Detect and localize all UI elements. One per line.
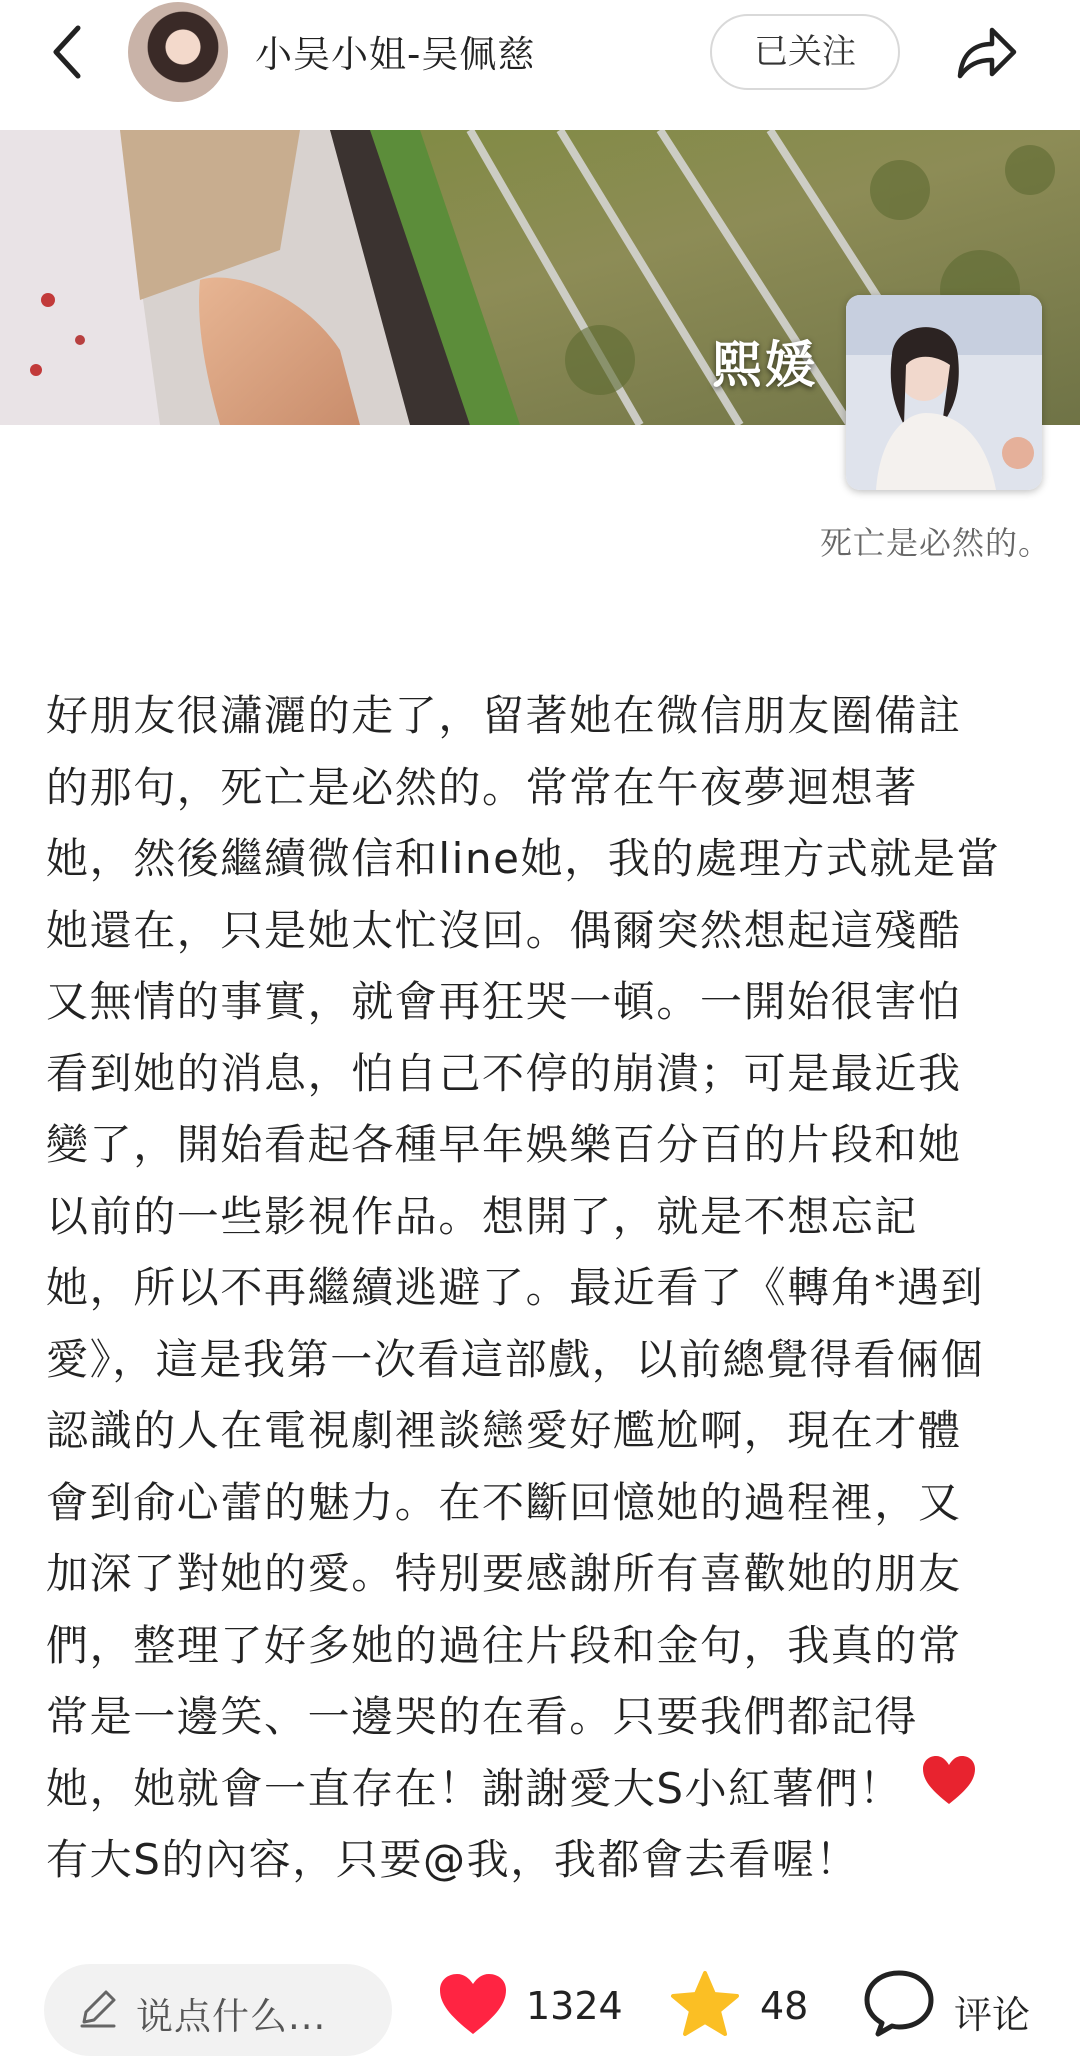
share-icon (950, 20, 1020, 86)
post-text-segment: 她，她就會一直存在！謝謝愛大S小紅薯們！ (46, 1763, 903, 1813)
chevron-left-icon (40, 22, 100, 82)
post-text-line: 愛》，這是我第一次看這部戲，以前總覺得看倆個 (46, 1334, 985, 1384)
heart-icon (438, 1972, 508, 2036)
post-content (46, 680, 1046, 1896)
post-text-line: 她還在，只是她太忙沒回。偶爾突然想起這殘酷 (46, 905, 962, 955)
follow-button[interactable]: 已关注 (710, 14, 900, 90)
post-text-line: 的那句，死亡是必然的。常常在午夜夢迴想著 (46, 762, 919, 812)
like-count: 1324 (526, 1984, 623, 2028)
pencil-icon (76, 1986, 120, 2030)
portrait-image (846, 295, 1042, 490)
comment-label: 评论 (954, 1993, 1031, 2037)
post-text-line: 變了，開始看起各種早年娛樂百分百的片段和她 (46, 1120, 962, 1169)
portrait-thumbnail (846, 295, 1042, 490)
share-button[interactable] (950, 20, 1020, 86)
banner-quote-text: 死亡是必然的。 (820, 524, 1052, 562)
comment-input[interactable] (44, 1964, 392, 2056)
post-text-line: 以前的一些影視作品。想開了，就是不想忘記 (46, 1191, 919, 1241)
post-text-line: 會到俞心蕾的魅力。在不斷回憶她的過程裡，又 (46, 1477, 962, 1527)
back-button[interactable] (40, 22, 100, 82)
post-text-line: 常是一邊笑、一邊哭的在看。只要我們都記得 (46, 1692, 919, 1741)
post-text-line-with-emoji (46, 1753, 1046, 1825)
post-text-line: 她，然後繼續微信和line她，我的處理方式就是當 (46, 834, 1001, 883)
bottom-action-bar (0, 1930, 1080, 2056)
author-avatar[interactable] (128, 2, 228, 102)
post-text-line: 加深了對她的愛。特別要感謝所有喜歡她的朋友 (46, 1549, 962, 1598)
banner-caption: 熙媛 (712, 336, 818, 394)
post-text-line: 看到她的消息，怕自己不停的崩潰；可是最近我 (46, 1048, 962, 1098)
post-text-line: 們，整理了好多她的過往片段和金句，我真的常 (46, 1620, 962, 1670)
comment-bubble-icon (862, 1968, 936, 2038)
post-text-line: 有大S的內容，只要@我，我都會去看喔！ (46, 1835, 860, 1884)
top-bar (0, 0, 1080, 130)
author-name[interactable]: 小吴小姐-吴佩慈 (255, 33, 536, 76)
collect-count: 48 (760, 1984, 809, 2028)
red-heart-emoji-icon (921, 1754, 977, 1828)
comment-placeholder: 说点什么... (136, 1995, 327, 2038)
post-text-line: 認識的人在電視劇裡談戀愛好尷尬啊，現在才體 (46, 1406, 962, 1455)
star-icon (670, 1970, 740, 2038)
post-text-line: 又無情的事實，就會再狂哭一頓。一開始很害怕 (46, 977, 962, 1026)
post-text-line: 好朋友很瀟灑的走了，留著她在微信朋友圈備註 (46, 691, 962, 740)
post-text-line: 她，所以不再繼續逃避了。最近看了《轉角*遇到 (46, 1263, 985, 1312)
